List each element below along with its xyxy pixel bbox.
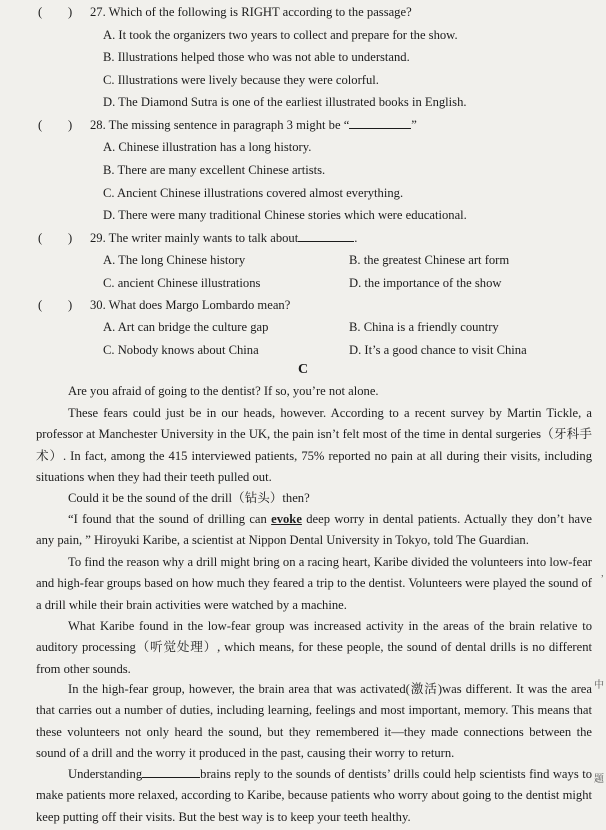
question-stem: The missing sentence in paragraph 3 might be “	[108, 118, 350, 132]
paragraph-text: To find the reason why a drill might bring on a racing heart, Karibe divided the volunteers into low-fear and high-fear groups based on how much they feared a trip to the dentist. Volunteers were played the sound of a drill while their brain activities were watched by a machine.	[36, 555, 592, 612]
paragraph-text: These fears could just be in our heads, however. According to a recent survey by Martin Tickle, a professor at Manchester University in the UK, the pain isn’t felt most of the time in dental surgeries（牙科手术）. In fact, among the 415 interviewed patients, 75% reported no pain at all during their visits, including situations when they had their teeth pulled out.	[36, 406, 592, 484]
option-29-a: A. The long Chinese history	[103, 253, 246, 267]
option-27-d: D. The Diamond Sutra is one of the earliest illustrated books in English.	[103, 95, 467, 109]
answer-blank[interactable]	[349, 128, 411, 129]
passage-paragraph-5	[36, 552, 592, 616]
question-stem: What does Margo Lombardo mean?	[108, 298, 291, 312]
question-number: 30	[90, 298, 103, 312]
option-30-a: A. Art can bridge the culture gap	[103, 320, 269, 334]
paren-open: (	[38, 118, 43, 132]
margin-mark: 题	[594, 774, 604, 785]
section-heading: C	[297, 362, 309, 377]
passage-paragraph-1	[36, 381, 592, 402]
answer-blank[interactable]	[142, 777, 200, 778]
passage-paragraph-8	[36, 764, 592, 828]
paragraph-text: Could it be the sound of the drill（钻头）then?	[68, 491, 310, 505]
paren-close: )	[68, 231, 73, 245]
paragraph-text: brains reply to the sounds of dentists’ drills could help scientists find ways to make patients more relaxed, according to Karibe, because patients who worry about going to the dentist might keep putting off their visits. But the best way is to keep your teeth healthy.	[36, 767, 592, 824]
question-29: ( ) 29. The writer mainly wants to talk about .	[38, 231, 358, 245]
paren-close: )	[68, 118, 73, 132]
question-stem: The writer mainly wants to talk about	[108, 231, 299, 245]
passage-paragraph-2	[36, 403, 592, 488]
option-28-a: A. Chinese illustration has a long history.	[103, 140, 312, 154]
passage-paragraph-3	[36, 488, 592, 509]
question-number: 29	[90, 231, 103, 245]
margin-mark: 中	[594, 680, 604, 691]
paren-open: (	[38, 5, 43, 19]
option-29-b: B. the greatest Chinese art form	[349, 253, 510, 267]
question-number: 27	[90, 5, 103, 19]
option-30-c: C. Nobody knows about China	[103, 343, 259, 357]
paren-open: (	[38, 298, 43, 312]
question-number: 28	[90, 118, 103, 132]
option-28-b: B. There are many excellent Chinese artists.	[103, 163, 326, 177]
paren-open: (	[38, 231, 43, 245]
paragraph-text: Are you afraid of going to the dentist? If so, you’re not alone.	[68, 384, 379, 398]
margin-mark: ’	[600, 574, 604, 585]
passage-paragraph-7	[36, 679, 592, 764]
question-stem-end: ”	[411, 118, 417, 132]
option-27-a: A. It took the organizers two years to collect and prepare for the show.	[103, 28, 458, 42]
passage-paragraph-4	[36, 509, 592, 552]
passage-paragraph-6	[36, 616, 592, 680]
answer-blank[interactable]	[298, 241, 354, 242]
option-28-c: C. Ancient Chinese illustrations covered almost everything.	[103, 186, 404, 200]
option-27-c: C. Illustrations were lively because they were colorful.	[103, 73, 379, 87]
paragraph-text: In the high-fear group, however, the brain area that was activated(激活)was different. It was the area that carries out a number of duties, including learning, feelings and most important, memory. This means that these volunteers not only heard the sound, but they remembered it—they made connections between the sound of a drill and the worry it produced in the past, causing their worry to return.	[36, 682, 592, 760]
paren-close: )	[68, 5, 73, 19]
underlined-word: evoke	[271, 512, 302, 526]
paragraph-text: “I found that the sound of drilling can	[68, 512, 272, 526]
paragraph-text: What Karibe found in the low-fear group was increased activity in the areas of the brain relative to auditory processing（听觉处理）, which means, for these people, the sound of dental drills is no different from other sounds.	[36, 619, 592, 676]
option-28-d: D. There were many traditional Chinese stories which were educational.	[103, 208, 467, 222]
option-29-d: D. the importance of the show	[349, 276, 502, 290]
paragraph-text: deep worry in dental patients. Actually they don’t have any pain, ” Hiroyuki Karibe, a scientist at Nippon Dental University in Tokyo, told The Guardian.	[36, 512, 592, 548]
paren-close: )	[68, 298, 73, 312]
question-28: ( ) 28. The missing sentence in paragraph 3 might be “ ”	[38, 118, 417, 132]
option-30-d: D. It’s a good chance to visit China	[349, 343, 527, 357]
question-stem: Which of the following is RIGHT according to the passage?	[108, 5, 412, 19]
paragraph-text: Understanding	[68, 767, 143, 781]
question-27: ( ) 27. Which of the following is RIGHT according to the passage?	[38, 5, 412, 19]
option-27-b: B. Illustrations helped those who was not able to understand.	[103, 50, 410, 64]
question-30: ( ) 30. What does Margo Lombardo mean?	[38, 298, 291, 312]
option-29-c: C. ancient Chinese illustrations	[103, 276, 261, 290]
question-stem-end: .	[354, 231, 358, 245]
option-30-b: B. China is a friendly country	[349, 320, 499, 334]
